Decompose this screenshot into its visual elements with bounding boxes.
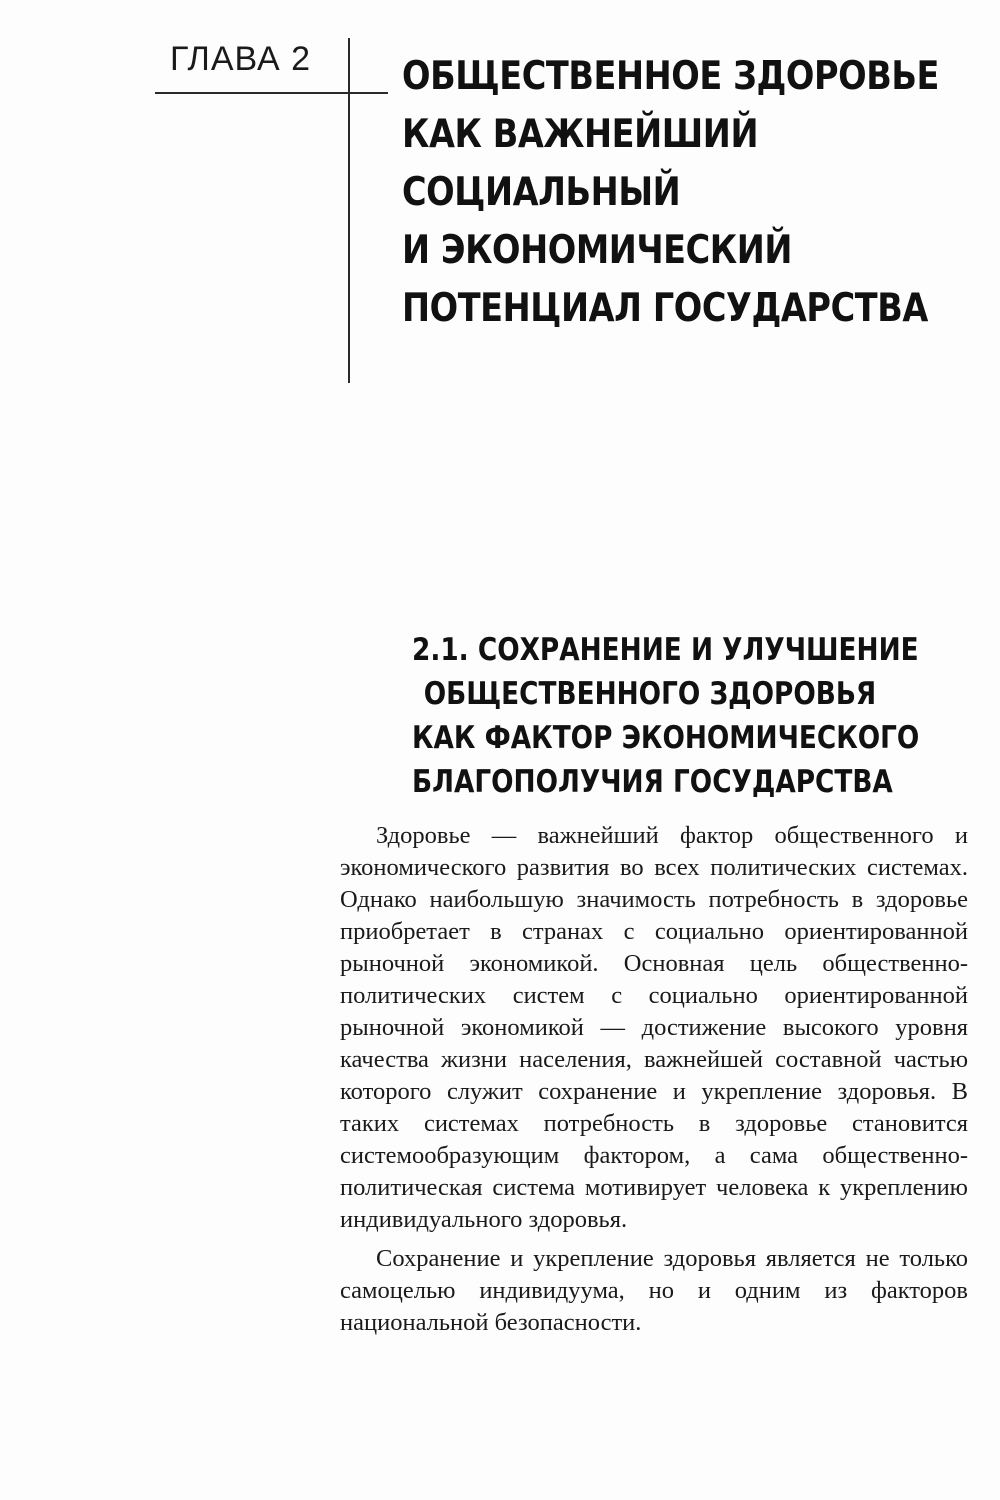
paragraph: Сохранение и укрепление здоровья является не только самоцелью индивидуума, но и одним из факторов национальной безопасности. (340, 1245, 968, 1336)
section-title-line: 2.1. СОХРАНЕНИЕ И УЛУЧШЕНИЕ (412, 632, 919, 668)
section-title (412, 628, 920, 804)
section-title-line: БЛАГОПОЛУЧИЯ ГОСУДАРСТВА (412, 764, 893, 800)
chapter-title (402, 48, 939, 338)
section-title-line: КАК ФАКТОР ЭКОНОМИЧЕСКОГО (412, 720, 920, 756)
horizontal-divider (155, 92, 388, 94)
chapter-title-line: КАК ВАЖНЕЙШИЙ (402, 112, 759, 157)
chapter-title-line: И ЭКОНОМИЧЕСКИЙ (402, 228, 793, 273)
section-title-line: ОБЩЕСТВЕННОГО ЗДОРОВЬЯ (423, 676, 877, 712)
chapter-title-line: ОБЩЕСТВЕННОЕ ЗДОРОВЬЕ (402, 54, 939, 99)
paragraph: Здоровье — важнейший фактор общественного и экономического развития во всех политических системах. Однако наибольшую значимость потребность в здоровье приобретает в странах с социально ориентированной рыночной экономикой. Основная цель общественно-политических систем с социально ориентированной рыночной экономикой — достижение высокого уровня качества жизни населения, важнейшей составной частью которого служит сохранение и укрепление здоровья. В таких системах потребность в здоровье становится системообразующим фактором, а сама общественно-политическая система мотивирует человека к укреплению индивидуального здоровья. (340, 822, 968, 1233)
chapter-label: ГЛАВА 2 (170, 40, 312, 78)
chapter-title-line: ПОТЕНЦИАЛ ГОСУДАРСТВА (402, 286, 928, 331)
chapter-title-line: СОЦИАЛЬНЫЙ (402, 170, 681, 215)
body-text (340, 820, 968, 1339)
vertical-divider (348, 38, 350, 383)
